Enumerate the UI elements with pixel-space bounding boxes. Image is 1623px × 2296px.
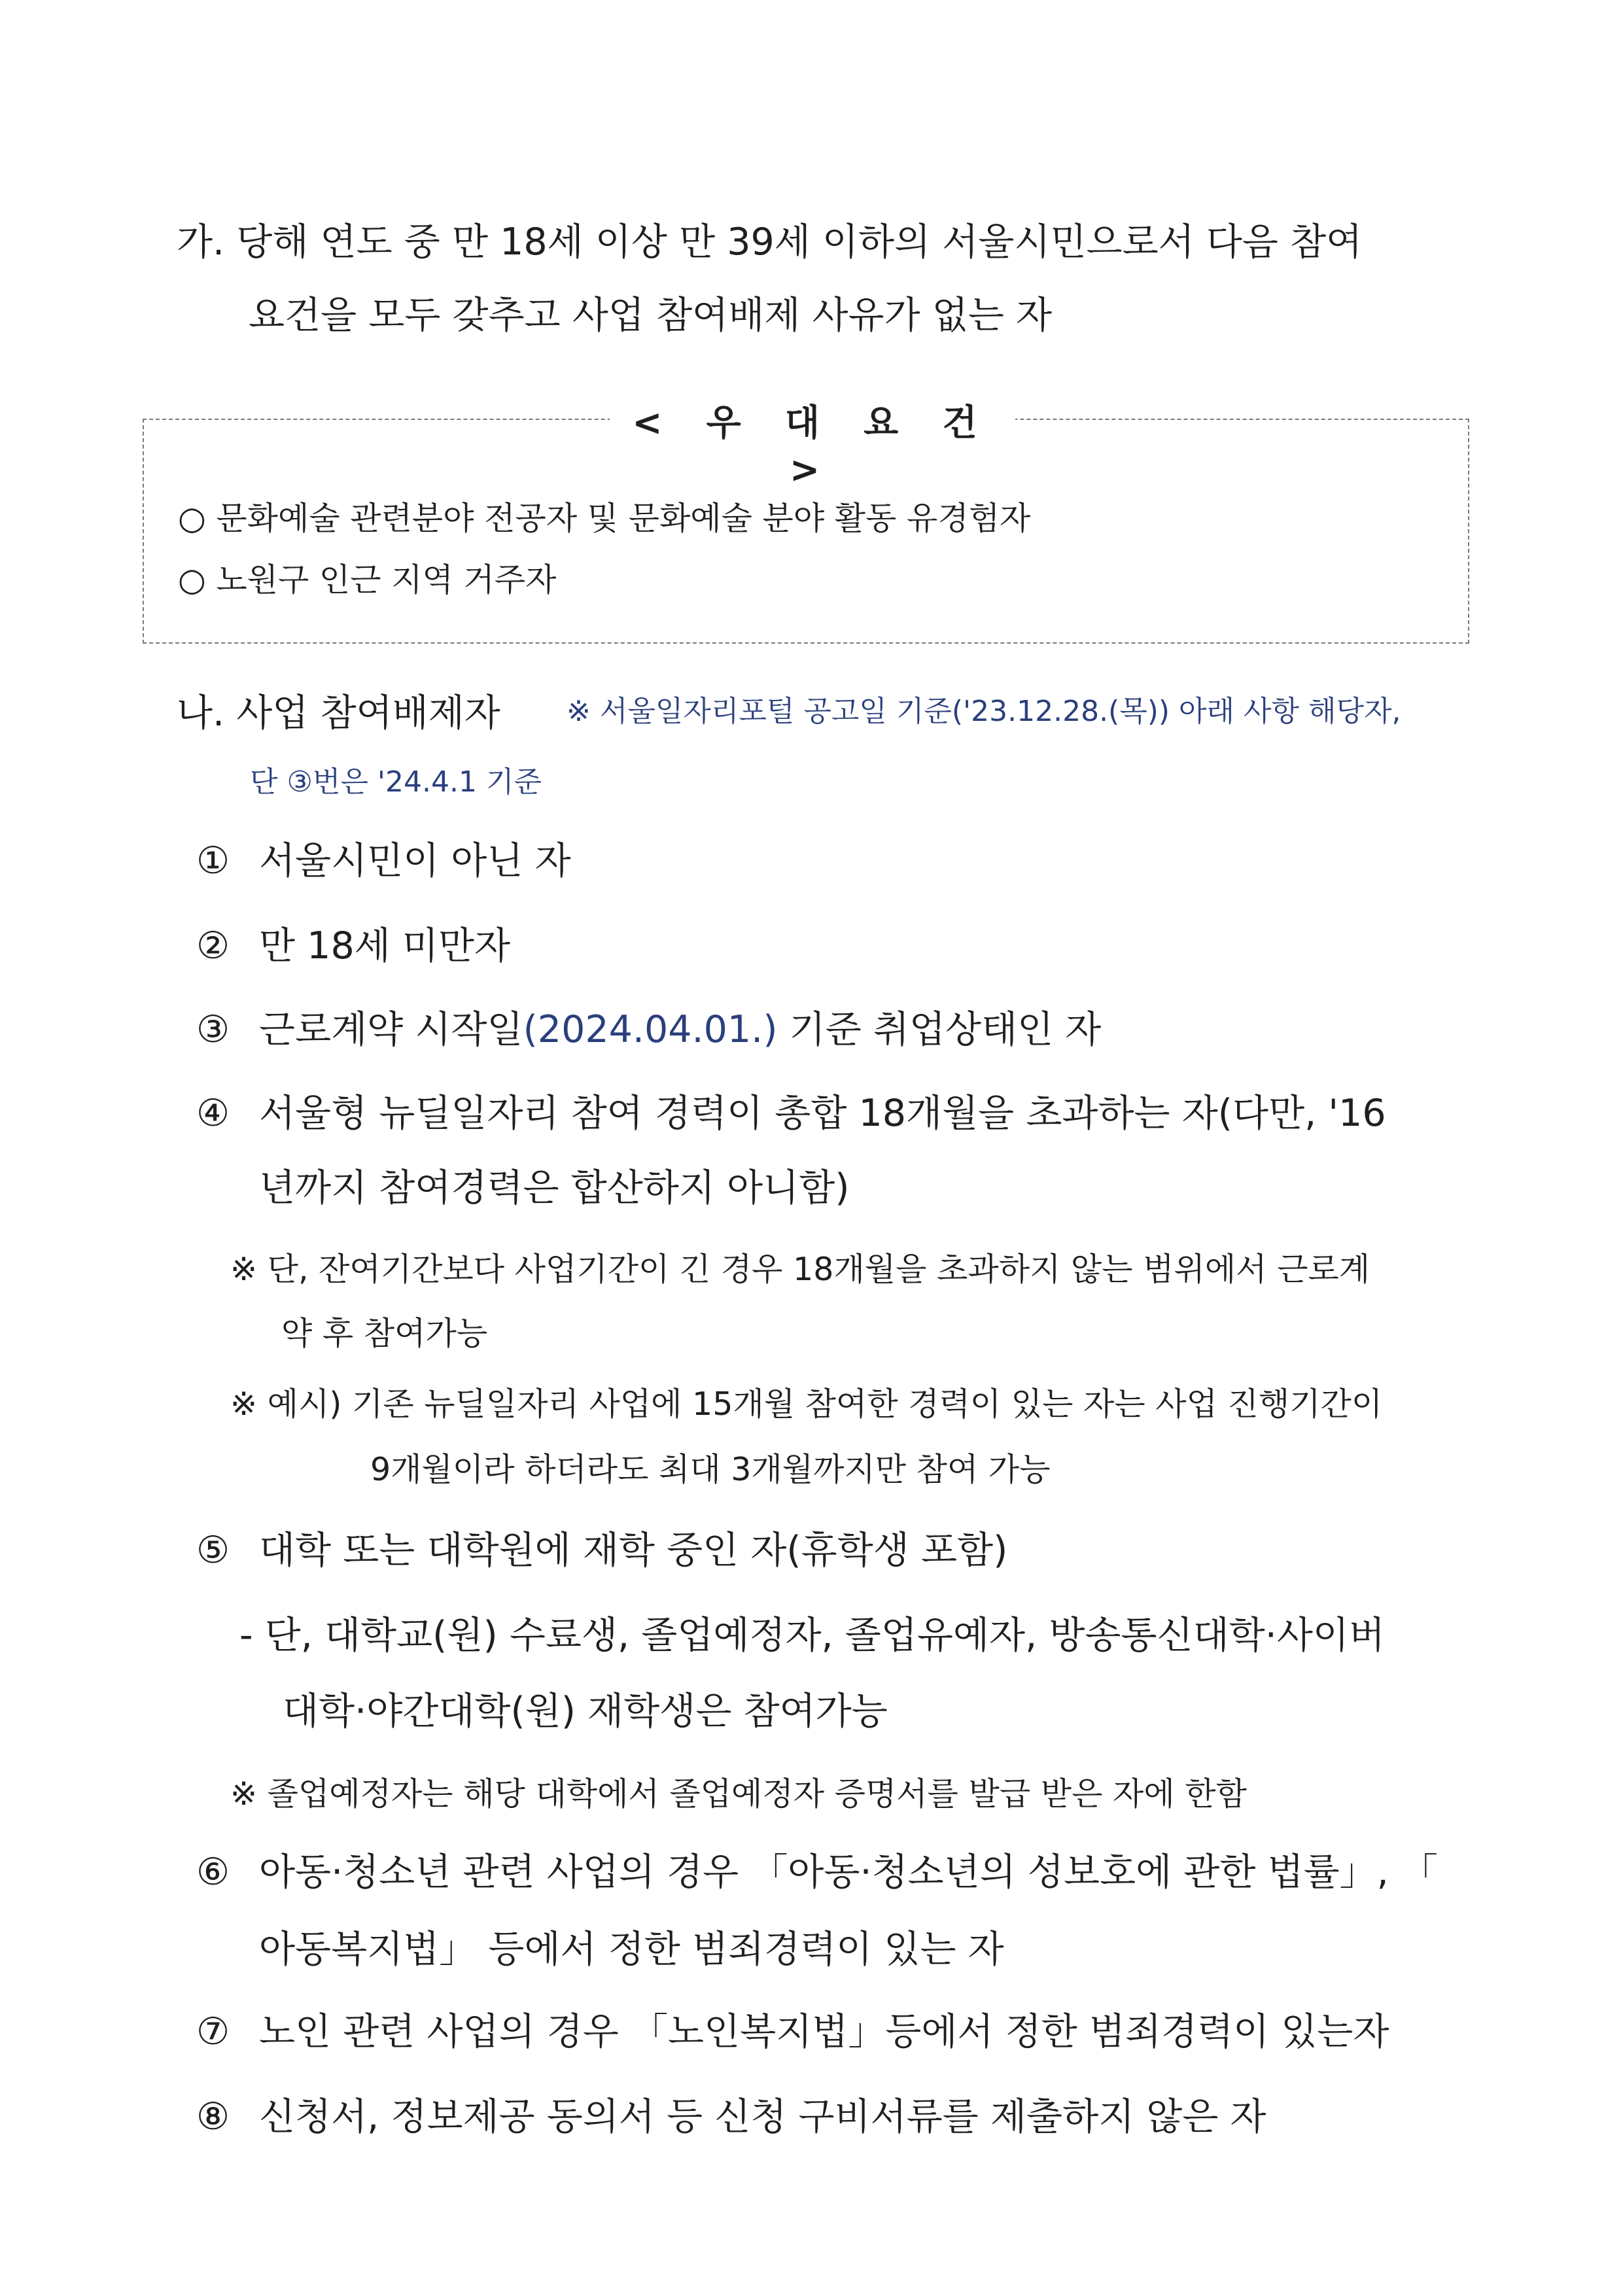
exclusion-item-8: [196, 2095, 1266, 2139]
item-5-sub-line2: 대학·야간대학(원) 재학생은 참여가능: [283, 1690, 888, 1733]
item-number: ①: [196, 839, 230, 882]
item-number: ⑧: [196, 2095, 230, 2138]
exclusion-item-7: [196, 2009, 1389, 2054]
item-text: 서울시민이 아닌 자: [259, 839, 571, 882]
item-text: 만 18세 미만자: [259, 924, 511, 967]
preference-item-2: ○ 노원구 인근 지역 거주자: [178, 561, 557, 599]
item-5-note: ※ 졸업예정자는 해당 대학에서 졸업예정자 증명서를 발급 받은 자에 한함: [230, 1775, 1247, 1813]
item-4-note1-line1: ※ 단, 잔여기간보다 사업기간이 긴 경우 18개월을 초과하지 않는 범위에서 근로계: [230, 1251, 1370, 1288]
section-ga-line2: 요건을 모두 갖추고 사업 참여배제 사유가 없는 자: [249, 294, 1053, 337]
item-number: ⑦: [196, 2010, 230, 2053]
item-number: ②: [196, 924, 230, 967]
exclusion-item-5: [196, 1528, 1007, 1573]
section-na-note-line2: 단 ③번은 '24.4.1 기준: [250, 765, 542, 799]
item-text: 노인 관련 사업의 경우 「노인복지법」등에서 정한 범죄경력이 있는자: [259, 2010, 1389, 2053]
item-text-prefix: 근로계약 시작일: [259, 1008, 523, 1051]
item-number: ⑤: [196, 1529, 230, 1572]
section-ga-line1: 가. 당해 연도 중 만 18세 이상 만 39세 이하의 서울시민으로서 다음 참여: [177, 220, 1363, 264]
exclusion-item-1: [196, 839, 571, 883]
item-number: ⑥: [196, 1851, 230, 1894]
item-text: 신청서, 정보제공 동의서 등 신청 구비서류를 제출하지 않은 자: [259, 2095, 1266, 2138]
item-number: ④: [196, 1092, 230, 1135]
preference-item-1: ○ 문화예술 관련분야 전공자 및 문화예술 분야 활동 유경험자: [178, 500, 1031, 537]
start-date: (2024.04.01.): [523, 1008, 778, 1051]
item-number: ③: [196, 1008, 230, 1051]
preference-title: < 우 대 요 건 >: [610, 399, 1015, 446]
exclusion-item-6-line2: 아동복지법」 등에서 정한 범죄경력이 있는 자: [259, 1928, 1004, 1971]
exclusion-item-3: [196, 1007, 1101, 1052]
item-text-suffix: 기준 취업상태인 자: [777, 1008, 1102, 1051]
exclusion-item-4-line2: 년까지 참여경력은 합산하지 아니함): [259, 1166, 850, 1209]
item-text: 서울형 뉴딜일자리 참여 경력이 총합 18개월을 초과하는 자(다만, '16: [259, 1092, 1386, 1135]
item-4-note2-line2: 9개월이라 하더라도 최대 3개월까지만 참여 가능: [370, 1451, 1051, 1488]
item-text: 아동·청소년 관련 사업의 경우 「아동·청소년의 성보호에 관한 법률」, 「: [259, 1851, 1438, 1894]
item-4-note2-line1: ※ 예시) 기존 뉴딜일자리 사업에 15개월 참여한 경력이 있는 자는 사업 진행기간이: [230, 1385, 1383, 1423]
item-text: 대학 또는 대학원에 재학 중인 자(휴학생 포함): [259, 1529, 1008, 1572]
section-na-heading: 나. 사업 참여배제자: [177, 691, 500, 735]
exclusion-item-4-line1: [196, 1091, 1386, 1136]
exclusion-item-2: [196, 924, 510, 968]
item-5-sub-line1: - 단, 대학교(원) 수료생, 졸업예정자, 졸업유예자, 방송통신대학·사이버: [239, 1614, 1386, 1657]
item-4-note1-line2: 약 후 참여가능: [281, 1315, 488, 1352]
section-na-note-line1: ※ 서울일자리포털 공고일 기준('23.12.28.(목)) 아래 사항 해당자,: [567, 695, 1401, 728]
exclusion-item-6-line1: [196, 1850, 1438, 1894]
